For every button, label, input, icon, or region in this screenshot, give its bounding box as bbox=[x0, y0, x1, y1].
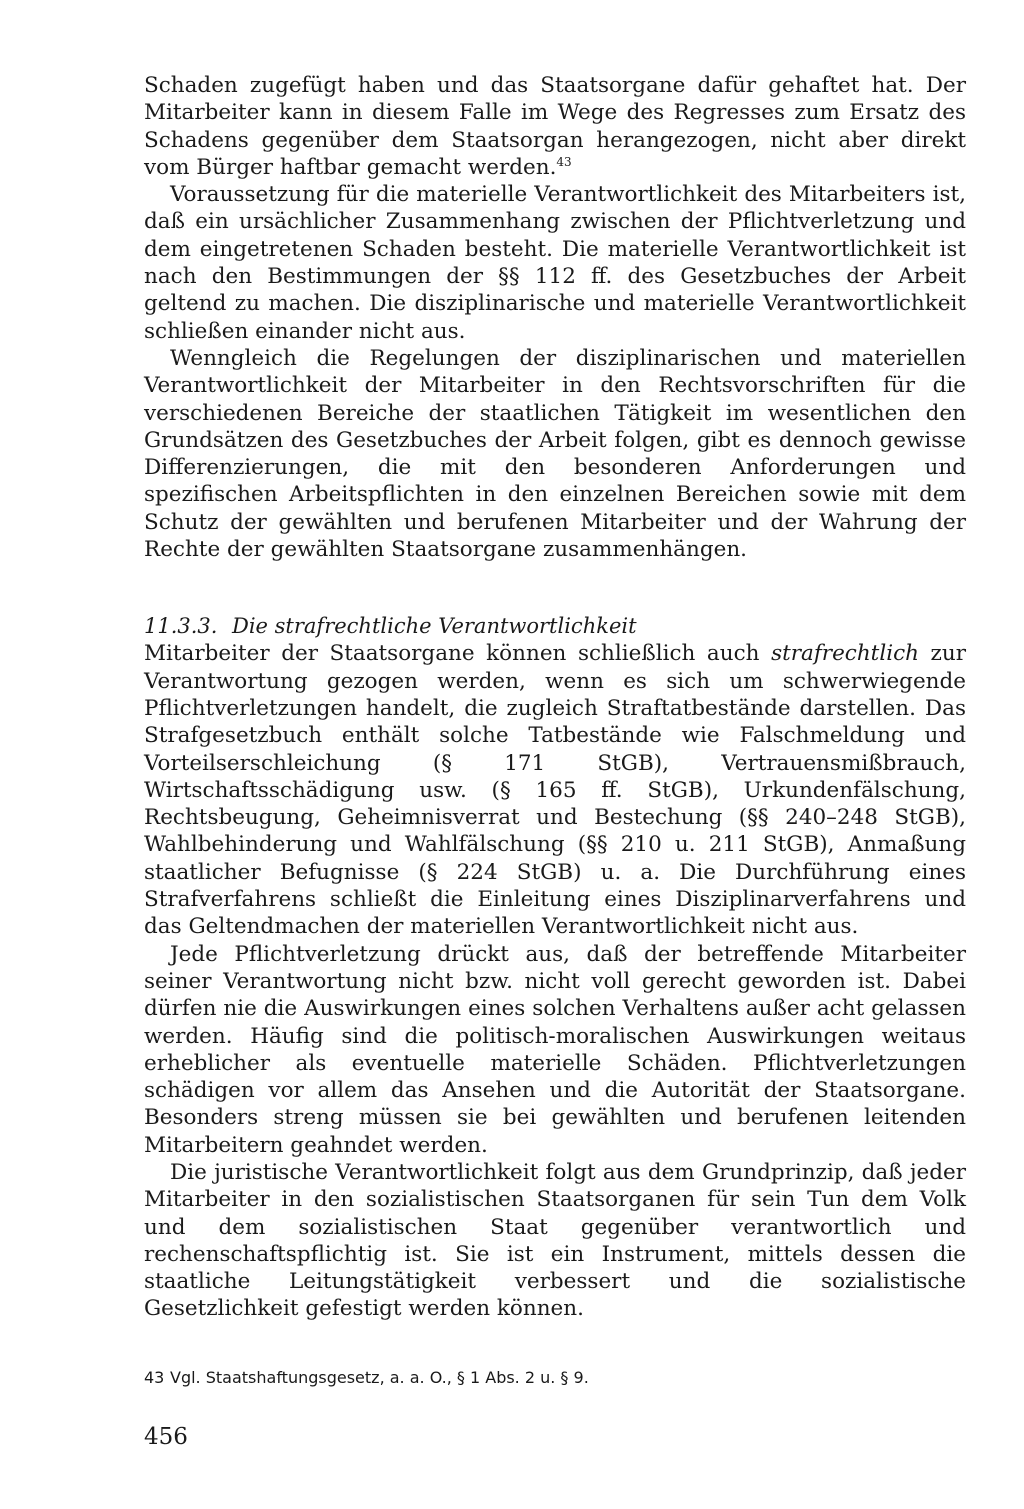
paragraph-material-liability: Voraussetzung für die materielle Verantwortlichkeit des Mitarbeiters ist, daß ein ursächlicher Zusammenhang zwischen der Pflichtverletzung und dem eingetretenen Schaden besteht. Die materielle Verantwortlichkeit ist nach den Bestimmungen der §§ 112 ff. des Gesetzbuches der Arbeit geltend zu machen. Die disziplinarische und materielle Verantwortlichkeit schließen einander nicht aus. bbox=[144, 182, 966, 344]
paragraph-text: Mitarbeiter der Staatsorgane können schließlich auch bbox=[144, 641, 772, 667]
section-title: Die strafrechtliche Verantwortlichkeit bbox=[232, 614, 637, 639]
paragraph-breach-of-duty: Jede Pflichtverletzung drückt aus, daß der betreffende Mitarbeiter seiner Verantwortung nicht bzw. nicht voll gerecht geworden ist. Dabei dürfen nie die Auswirkungen eines solchen Verhaltens außer acht gelassen werden. Häufig sind die politisch-moralischen Auswirkungen weitaus erheblicher als eventuelle materielle Schäden. Pflichtverletzungen schädigen vor allem das Ansehen und die Autorität der Staatsorgane. Besonders streng müssen sie bei gewählten und berufenen leitenden Mitarbeitern geahndet werden. bbox=[144, 941, 966, 1158]
paragraph-regulations: Wenngleich die Regelungen der disziplinarischen und materiellen Verantwortlichkeit der Mitarbeiter in den Rechtsvorschriften für die verschiedenen Bereiche der staatlichen Tätigkeit im wesentlichen den Grundsätzen des Gesetzbuches der Arbeit folgen, gibt es dennoch gewisse Differenzierungen, die mit den besonderen Anforderungen und spezifischen Arbeitspflichten in den einzelnen Bereichen sowie mit dem Schutz der gewählten und berufenen Mitarbeiter und der Wahrung der Rechte der gewählten Staatsorgane zusammenhängen. bbox=[144, 345, 966, 563]
paragraph-text: zur Verantwortung gezogen werden, wenn es sich um schwerwiegende Pflichtverletzungen handelt, die zugleich Straftatbestände darstellen. Das Strafgesetzbuch enthält solche Tatbestände wie Falschmeldung und Vorteilserschleichung (§ 171 StGB), Vertrauensmißbrauch, Wirtschaftsschädigung usw. (§ 165 ff. StGB), Urkundenfälschung, Rechtsbeugung, Geheimnisverrat und Bestechung (§§ 240–248 StGB), Wahlbehinderung und Wahlfälschung (§§ 210 u. 211 StGB), Anmaßung staatlicher Befugnisse (§ 224 StGB) u. a. Die Durchführung eines Strafverfahrens schließt die Einleitung eines Disziplinarverfahrens und das Geltendmachen der materiellen Verantwortlichkeit nicht aus. bbox=[144, 641, 966, 940]
book-page bbox=[144, 72, 966, 1451]
paragraph-continuation bbox=[144, 72, 966, 181]
emphasized-term: strafrechtlich bbox=[771, 641, 919, 667]
footnote-text: Vgl. Staatshaftungsgesetz, a. a. O., § 1 Abs. 2 u. § 9. bbox=[170, 1367, 589, 1387]
section-heading bbox=[144, 613, 966, 640]
footnote-number: 43 bbox=[144, 1367, 165, 1387]
page-number: 456 bbox=[144, 1423, 188, 1450]
paragraph-legal-responsibility: Die juristische Verantwortlichkeit folgt aus dem Grundprinzip, daß jeder Mitarbeiter in den sozialistischen Staatsorganen für sein Tun dem Volk und dem sozialistischen Staat gegenüber verantwortlich und rechenschaftspflichtig ist. Sie ist ein Instrument, mittels dessen die staatliche Leitungstätigkeit verbessert und die sozialistische Gesetzlichkeit gefestigt werden können. bbox=[144, 1159, 966, 1322]
paragraph-criminal-liability bbox=[144, 640, 966, 940]
paragraph-text: Schaden zugefügt haben und das Staatsorgane dafür gehaftet hat. Der Mitarbeiter kann in diesem Falle im Wege des Regresses zum Ersatz des Schadens gegenüber dem Staatsorgan herangezogen, nicht aber direkt vom Bürger haftbar gemacht werden. bbox=[144, 73, 966, 180]
footnote-reference: 43 bbox=[556, 154, 572, 169]
section-number: 11.3.3. bbox=[144, 614, 218, 639]
footnote bbox=[144, 1367, 966, 1389]
